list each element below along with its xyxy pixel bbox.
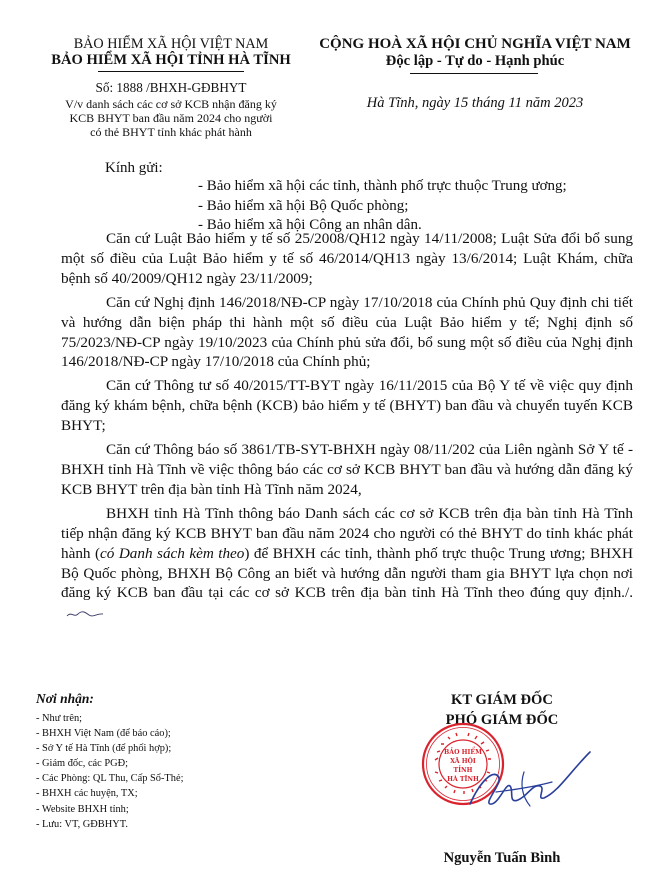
national-title: CỘNG HOÀ XÃ HỘI CHỦ NGHĨA VIỆT NAM [319, 36, 631, 52]
footer-recipient-item: - BHXH các huyện, TX; [36, 788, 138, 800]
document-number: Số: 1888 /BHXH-GĐBHYT [95, 80, 247, 95]
attachment-note: có Danh sách kèm theo [100, 544, 245, 562]
footer-recipient-item: - Website BHXH tỉnh; [36, 803, 129, 815]
subject-line: KCB BHYT ban đầu năm 2024 cho người [69, 111, 273, 125]
date-line: Hà Tĩnh, ngày 15 tháng 11 năm 2023 [366, 95, 584, 111]
document-subject [26, 97, 316, 139]
salutation: Kính gửi: [105, 160, 163, 176]
footer-recipient-item: - BHXH Việt Nam (để báo cáo); [36, 728, 171, 740]
handwritten-signature-icon [440, 742, 600, 822]
subject-line: V/v danh sách các cơ sở KCB nhận đăng ký [65, 97, 277, 111]
recipients-footer-list [36, 711, 276, 832]
body-paragraph: Căn cứ Nghị định 146/2018/NĐ-CP ngày 17/10/2018 của Chính phủ Quy định chi tiết và hướng dẫn biện pháp thi hành một số điều của Luật Bảo hiểm y tế; Nghị định số 75/2023/NĐ-CP ngày 19/10/2023 của Chính phủ sửa đổi, bổ sung một số điều của Nghị định 146/2018/NĐ-CP ngày 17/10/2018 của Chính phủ; [61, 293, 633, 371]
recipient-list [198, 177, 628, 236]
issuing-org-name: BẢO HIỂM XÃ HỘI TỈNH HÀ TĨNH [51, 52, 291, 68]
document-body [61, 229, 633, 627]
footer-recipient-item: - Giám đốc, các PGĐ; [36, 758, 129, 770]
national-motto: Độc lập - Tự do - Hạnh phúc [385, 53, 565, 69]
signer-name: Nguyễn Tuấn Bình [443, 850, 561, 866]
footer-recipient-item: - Sở Y tế Hà Tĩnh (để phối hợp); [36, 743, 172, 755]
footer-recipient-item: - Lưu: VT, GĐBHYT. [36, 818, 128, 830]
body-paragraph: Căn cứ Luật Bảo hiểm y tế số 25/2008/QH12 ngày 14/11/2008; Luật Sửa đổi bổ sung một số điều của Luật Bảo hiểm y tế số 46/2014/QH13 ngày 13/6/2014; Luật Khám, chữa bệnh số 40/2009/QH12 ngày 23/11/2009; [61, 230, 633, 287]
recipient-item: - Bảo hiểm xã hội Bộ Quốc phòng; [198, 197, 409, 214]
footer-recipient-item: - Như trên; [36, 713, 83, 724]
footer-recipient-item: - Các Phòng: QL Thu, Cấp Sổ-Thẻ; [36, 773, 184, 785]
recipients-footer-title: Nơi nhận: [36, 691, 94, 706]
body-paragraph [61, 504, 633, 623]
body-text-segment: ) để BHXH các tỉnh, thành phố trực thuộc Trung ương; BHXH Bộ Quốc phòng, BHXH Bộ Công an biết và hướng dẫn người tham gia BHYT lựa chọn nơi đăng ký KCB ban đầu tại các cơ sở KCB trên địa bàn tỉnh Hà Tĩnh theo đúng quy định./. [61, 544, 633, 602]
issuing-org-parent: BẢO HIỂM XÃ HỘI VIỆT NAM [73, 36, 269, 52]
body-paragraph: Căn cứ Thông báo số 3861/TB-SYT-BHXH ngày 08/11/202 của Liên ngành Sở Y tế - BHXH tỉnh Hà Tĩnh về việc thông báo các cơ sở KCB BHYT ban đầu và hướng dẫn đăng ký KCB BHYT trên địa bàn tỉnh Hà Tĩnh năm 2024, [61, 441, 633, 498]
recipient-item: - Bảo hiểm xã hội các tỉnh, thành phố trực thuộc Trung ương; [198, 178, 567, 194]
body-paragraph: Căn cứ Thông tư số 40/2015/TT-BYT ngày 16/11/2015 của Bộ Y tế về việc quy định đăng ký khám bệnh, chữa bệnh (KCB) bảo hiểm y tế (BHYT) ban đầu và chuyển tuyến KCB BHYT; [61, 377, 633, 435]
seal-text-line: XÃ HỘI [450, 758, 476, 765]
seal-text-line: HÀ TĨNH [447, 776, 479, 783]
seal-text-line: TỈNH [453, 767, 473, 774]
subject-line: có thẻ BHYT tỉnh khác phát hành [90, 125, 252, 139]
seal-text-line: BẢO HIỂM [444, 749, 482, 756]
initials-mark-icon [65, 609, 105, 619]
motto-underline [410, 73, 538, 74]
recipient-item: - Bảo hiểm xã hội Công an nhân dân. [198, 217, 422, 233]
signature-title-line: PHÓ GIÁM ĐỐC [445, 712, 559, 728]
signature-title-line: KT GIÁM ĐỐC [451, 692, 553, 708]
body-text-segment: BHXH tỉnh Hà Tĩnh thông báo Danh sách các cơ sở KCB trên địa bàn tỉnh Hà Tĩnh tiếp nhận đăng ký KCB BHYT ban đầu năm 2024 cho người có thẻ BHYT do tỉnh khác phát hành ( [61, 504, 633, 562]
org-underline [98, 71, 244, 72]
